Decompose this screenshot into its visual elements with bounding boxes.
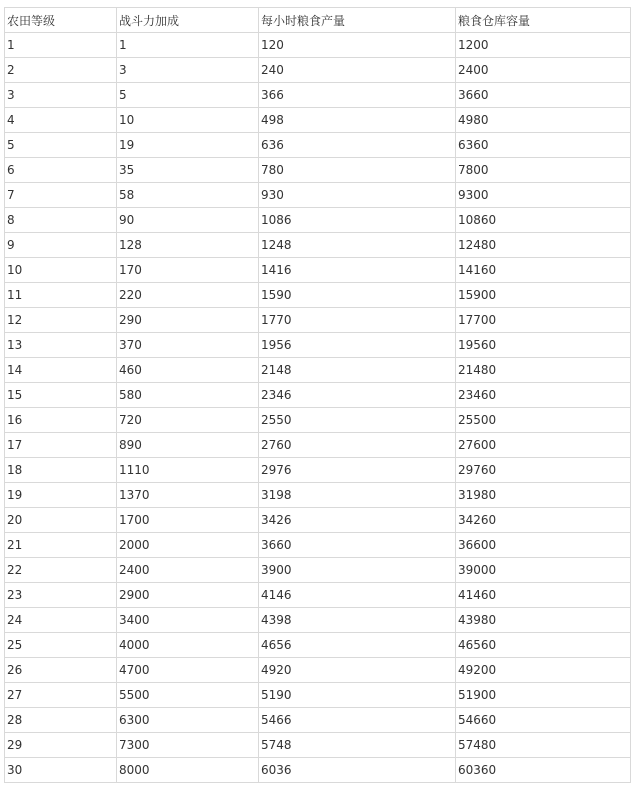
table-row bbox=[5, 558, 631, 583]
cell-combat-bonus: 35 bbox=[117, 158, 259, 183]
cell-combat-bonus: 6300 bbox=[117, 708, 259, 733]
table-row bbox=[5, 133, 631, 158]
cell-farm-level: 6 bbox=[5, 158, 117, 183]
cell-farm-level: 22 bbox=[5, 558, 117, 583]
cell-combat-bonus: 5 bbox=[117, 83, 259, 108]
table-row bbox=[5, 483, 631, 508]
cell-farm-level: 15 bbox=[5, 383, 117, 408]
cell-food-per-hour: 2760 bbox=[259, 433, 456, 458]
cell-granary-capacity: 36600 bbox=[456, 533, 631, 558]
table-row bbox=[5, 508, 631, 533]
table-row bbox=[5, 308, 631, 333]
cell-granary-capacity: 49200 bbox=[456, 658, 631, 683]
cell-food-per-hour: 3198 bbox=[259, 483, 456, 508]
cell-combat-bonus: 2000 bbox=[117, 533, 259, 558]
cell-granary-capacity: 25500 bbox=[456, 408, 631, 433]
header-combat-bonus: 战斗力加成 bbox=[117, 8, 259, 33]
cell-food-per-hour: 2550 bbox=[259, 408, 456, 433]
cell-granary-capacity: 7800 bbox=[456, 158, 631, 183]
cell-combat-bonus: 128 bbox=[117, 233, 259, 258]
farm-level-table-container bbox=[4, 7, 630, 783]
cell-farm-level: 19 bbox=[5, 483, 117, 508]
cell-farm-level: 2 bbox=[5, 58, 117, 83]
cell-farm-level: 29 bbox=[5, 733, 117, 758]
table-row bbox=[5, 158, 631, 183]
table-row bbox=[5, 533, 631, 558]
cell-food-per-hour: 780 bbox=[259, 158, 456, 183]
cell-food-per-hour: 366 bbox=[259, 83, 456, 108]
cell-farm-level: 25 bbox=[5, 633, 117, 658]
cell-farm-level: 12 bbox=[5, 308, 117, 333]
cell-granary-capacity: 31980 bbox=[456, 483, 631, 508]
cell-granary-capacity: 27600 bbox=[456, 433, 631, 458]
table-row bbox=[5, 658, 631, 683]
cell-combat-bonus: 4700 bbox=[117, 658, 259, 683]
cell-granary-capacity: 15900 bbox=[456, 283, 631, 308]
table-row bbox=[5, 683, 631, 708]
cell-combat-bonus: 1700 bbox=[117, 508, 259, 533]
cell-food-per-hour: 2346 bbox=[259, 383, 456, 408]
cell-combat-bonus: 1 bbox=[117, 33, 259, 58]
cell-granary-capacity: 10860 bbox=[456, 208, 631, 233]
table-row bbox=[5, 433, 631, 458]
cell-combat-bonus: 290 bbox=[117, 308, 259, 333]
cell-farm-level: 4 bbox=[5, 108, 117, 133]
cell-combat-bonus: 5500 bbox=[117, 683, 259, 708]
cell-granary-capacity: 6360 bbox=[456, 133, 631, 158]
table-row bbox=[5, 358, 631, 383]
table-body bbox=[5, 33, 631, 783]
cell-granary-capacity: 46560 bbox=[456, 633, 631, 658]
cell-combat-bonus: 3 bbox=[117, 58, 259, 83]
cell-food-per-hour: 240 bbox=[259, 58, 456, 83]
cell-combat-bonus: 720 bbox=[117, 408, 259, 433]
cell-food-per-hour: 2976 bbox=[259, 458, 456, 483]
cell-granary-capacity: 54660 bbox=[456, 708, 631, 733]
table-row bbox=[5, 333, 631, 358]
cell-farm-level: 13 bbox=[5, 333, 117, 358]
header-granary-capacity: 粮食仓库容量 bbox=[456, 8, 631, 33]
cell-combat-bonus: 460 bbox=[117, 358, 259, 383]
cell-combat-bonus: 4000 bbox=[117, 633, 259, 658]
cell-food-per-hour: 4398 bbox=[259, 608, 456, 633]
cell-food-per-hour: 5748 bbox=[259, 733, 456, 758]
cell-farm-level: 1 bbox=[5, 33, 117, 58]
cell-farm-level: 27 bbox=[5, 683, 117, 708]
cell-granary-capacity: 17700 bbox=[456, 308, 631, 333]
table-row bbox=[5, 183, 631, 208]
cell-food-per-hour: 3426 bbox=[259, 508, 456, 533]
table-row bbox=[5, 83, 631, 108]
cell-farm-level: 5 bbox=[5, 133, 117, 158]
cell-farm-level: 26 bbox=[5, 658, 117, 683]
cell-granary-capacity: 12480 bbox=[456, 233, 631, 258]
cell-food-per-hour: 1956 bbox=[259, 333, 456, 358]
cell-combat-bonus: 3400 bbox=[117, 608, 259, 633]
table-row bbox=[5, 33, 631, 58]
cell-farm-level: 3 bbox=[5, 83, 117, 108]
table-row bbox=[5, 208, 631, 233]
cell-granary-capacity: 9300 bbox=[456, 183, 631, 208]
table-row bbox=[5, 758, 631, 783]
cell-food-per-hour: 6036 bbox=[259, 758, 456, 783]
cell-granary-capacity: 57480 bbox=[456, 733, 631, 758]
cell-granary-capacity: 51900 bbox=[456, 683, 631, 708]
header-food-per-hour: 每小时粮食产量 bbox=[259, 8, 456, 33]
cell-farm-level: 28 bbox=[5, 708, 117, 733]
cell-food-per-hour: 1086 bbox=[259, 208, 456, 233]
cell-food-per-hour: 120 bbox=[259, 33, 456, 58]
cell-farm-level: 18 bbox=[5, 458, 117, 483]
cell-combat-bonus: 890 bbox=[117, 433, 259, 458]
cell-combat-bonus: 90 bbox=[117, 208, 259, 233]
cell-food-per-hour: 4656 bbox=[259, 633, 456, 658]
cell-food-per-hour: 5190 bbox=[259, 683, 456, 708]
cell-granary-capacity: 60360 bbox=[456, 758, 631, 783]
cell-granary-capacity: 41460 bbox=[456, 583, 631, 608]
cell-farm-level: 9 bbox=[5, 233, 117, 258]
table-row bbox=[5, 58, 631, 83]
cell-combat-bonus: 19 bbox=[117, 133, 259, 158]
cell-food-per-hour: 498 bbox=[259, 108, 456, 133]
cell-farm-level: 10 bbox=[5, 258, 117, 283]
cell-farm-level: 14 bbox=[5, 358, 117, 383]
cell-farm-level: 17 bbox=[5, 433, 117, 458]
table-row bbox=[5, 258, 631, 283]
cell-granary-capacity: 23460 bbox=[456, 383, 631, 408]
table-row bbox=[5, 633, 631, 658]
cell-combat-bonus: 170 bbox=[117, 258, 259, 283]
cell-combat-bonus: 10 bbox=[117, 108, 259, 133]
cell-food-per-hour: 1590 bbox=[259, 283, 456, 308]
farm-level-table bbox=[4, 7, 631, 783]
cell-food-per-hour: 636 bbox=[259, 133, 456, 158]
cell-food-per-hour: 2148 bbox=[259, 358, 456, 383]
table-row bbox=[5, 608, 631, 633]
table-row bbox=[5, 108, 631, 133]
cell-food-per-hour: 1248 bbox=[259, 233, 456, 258]
cell-granary-capacity: 4980 bbox=[456, 108, 631, 133]
cell-granary-capacity: 1200 bbox=[456, 33, 631, 58]
cell-granary-capacity: 39000 bbox=[456, 558, 631, 583]
cell-combat-bonus: 580 bbox=[117, 383, 259, 408]
cell-combat-bonus: 370 bbox=[117, 333, 259, 358]
cell-farm-level: 7 bbox=[5, 183, 117, 208]
table-row bbox=[5, 283, 631, 308]
cell-granary-capacity: 21480 bbox=[456, 358, 631, 383]
cell-combat-bonus: 2900 bbox=[117, 583, 259, 608]
cell-food-per-hour: 1416 bbox=[259, 258, 456, 283]
cell-granary-capacity: 3660 bbox=[456, 83, 631, 108]
cell-granary-capacity: 2400 bbox=[456, 58, 631, 83]
table-row bbox=[5, 458, 631, 483]
cell-combat-bonus: 2400 bbox=[117, 558, 259, 583]
cell-granary-capacity: 29760 bbox=[456, 458, 631, 483]
cell-food-per-hour: 3900 bbox=[259, 558, 456, 583]
cell-food-per-hour: 5466 bbox=[259, 708, 456, 733]
cell-farm-level: 21 bbox=[5, 533, 117, 558]
cell-granary-capacity: 34260 bbox=[456, 508, 631, 533]
cell-combat-bonus: 1110 bbox=[117, 458, 259, 483]
cell-food-per-hour: 1770 bbox=[259, 308, 456, 333]
table-row bbox=[5, 583, 631, 608]
table-row bbox=[5, 708, 631, 733]
cell-granary-capacity: 43980 bbox=[456, 608, 631, 633]
cell-farm-level: 23 bbox=[5, 583, 117, 608]
cell-food-per-hour: 930 bbox=[259, 183, 456, 208]
cell-farm-level: 24 bbox=[5, 608, 117, 633]
cell-granary-capacity: 19560 bbox=[456, 333, 631, 358]
header-farm-level: 农田等级 bbox=[5, 8, 117, 33]
cell-food-per-hour: 3660 bbox=[259, 533, 456, 558]
table-row bbox=[5, 733, 631, 758]
cell-granary-capacity: 14160 bbox=[456, 258, 631, 283]
cell-farm-level: 30 bbox=[5, 758, 117, 783]
table-header-row bbox=[5, 8, 631, 33]
cell-farm-level: 11 bbox=[5, 283, 117, 308]
cell-combat-bonus: 7300 bbox=[117, 733, 259, 758]
cell-food-per-hour: 4146 bbox=[259, 583, 456, 608]
cell-farm-level: 8 bbox=[5, 208, 117, 233]
cell-combat-bonus: 1370 bbox=[117, 483, 259, 508]
table-row bbox=[5, 383, 631, 408]
cell-combat-bonus: 58 bbox=[117, 183, 259, 208]
cell-combat-bonus: 220 bbox=[117, 283, 259, 308]
cell-farm-level: 20 bbox=[5, 508, 117, 533]
cell-food-per-hour: 4920 bbox=[259, 658, 456, 683]
table-row bbox=[5, 233, 631, 258]
cell-combat-bonus: 8000 bbox=[117, 758, 259, 783]
table-row bbox=[5, 408, 631, 433]
cell-farm-level: 16 bbox=[5, 408, 117, 433]
